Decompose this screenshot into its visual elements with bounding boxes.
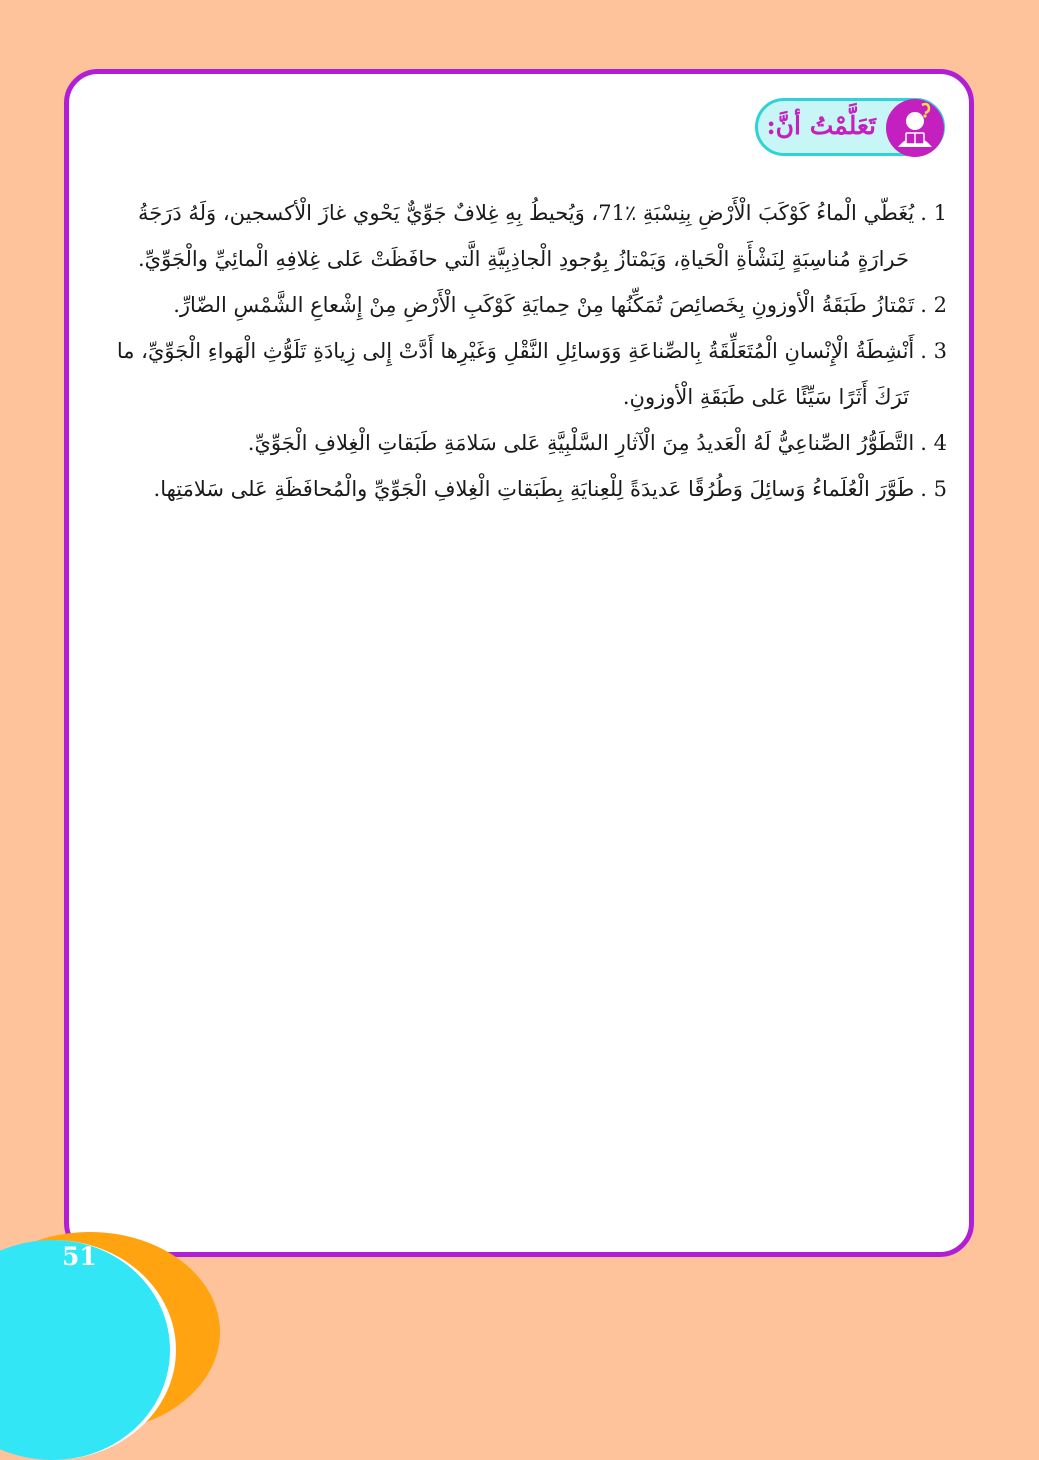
point-text: تَمْتازُ طَبَقَةُ الْأوزونِ بِخَصائِصَ تُمَكِّنُها مِنْ حِمايَةِ كَوْكَبِ الْأَرْضِ مِنْ إِشْعاعِ الشَّمْسِ الضّارِّ. [173, 293, 915, 317]
point-number: 1 . [920, 201, 947, 225]
learned-header [755, 98, 945, 156]
point-2 [91, 282, 947, 328]
point-text: يُغَطّي الْماءُ كَوْكَبَ الْأَرْضِ بِنِسْبَةِ ٪71، وَيُحيطُ بِهِ غِلافٌ جَوِّيٌّ يَحْوي غازَ الْأكسجين، وَلَهُ دَرَجَةُ [137, 201, 915, 225]
content-card [64, 69, 974, 1257]
page-number: 51 [62, 1242, 97, 1271]
point-4 [91, 420, 947, 466]
point-text-continued: تَرَكَ أَثَرًا سَيِّئًا عَلى طَبَقَةِ الْأوزونِ. [622, 385, 909, 409]
point-number: 4 . [920, 431, 947, 455]
point-text: أَنْشِطَةُ الْإِنْسانِ الْمُتَعَلِّقَةُ بِالصِّناعَةِ وَوَسائِلِ النَّقْلِ وَغَيْرِها أَدَّتْ إِلى زِيادَةِ تَلَوُّثِ الْهَواءِ الْجَوِّيِّ، ما [116, 339, 915, 363]
point-1 [91, 190, 947, 282]
point-text: طَوَّرَ الْعُلَماءُ وَسائِلَ وَطُرُقًا عَديدَةً لِلْعِنايَةِ بِطَبَقاتِ الْغِلافِ الْجَوِّيِّ والْمُحافَظَةِ عَلى سَلامَتِها. [153, 477, 915, 501]
reading-student-icon [884, 97, 946, 159]
point-text: التَّطَوُّرُ الصِّناعِيُّ لَهُ الْعَديدُ مِنَ الْآثارِ السَّلْبِيَّةِ عَلى سَلامَةِ طَبَقاتِ الْغِلافِ الْجَوِّيِّ. [247, 431, 915, 455]
point-number: 2 . [920, 293, 947, 317]
point-text-continued: حَرارَةٍ مُناسِبَةٍ لِنَشْأَةِ الْحَياةِ، وَيَمْتازُ بِوُجودِ الْجاذِبِيَّةِ الَّتي حافَظَتْ عَلى غِلافِهِ الْمائِيِّ والْجَوِّيِّ. [137, 247, 909, 271]
point-3 [91, 328, 947, 420]
point-5 [91, 466, 947, 512]
point-number: 5 . [920, 477, 947, 501]
point-number: 3 . [920, 339, 947, 363]
header-title: تَعَلَّمْتُ أنَّ: [766, 111, 876, 140]
learned-points-list [91, 190, 947, 512]
